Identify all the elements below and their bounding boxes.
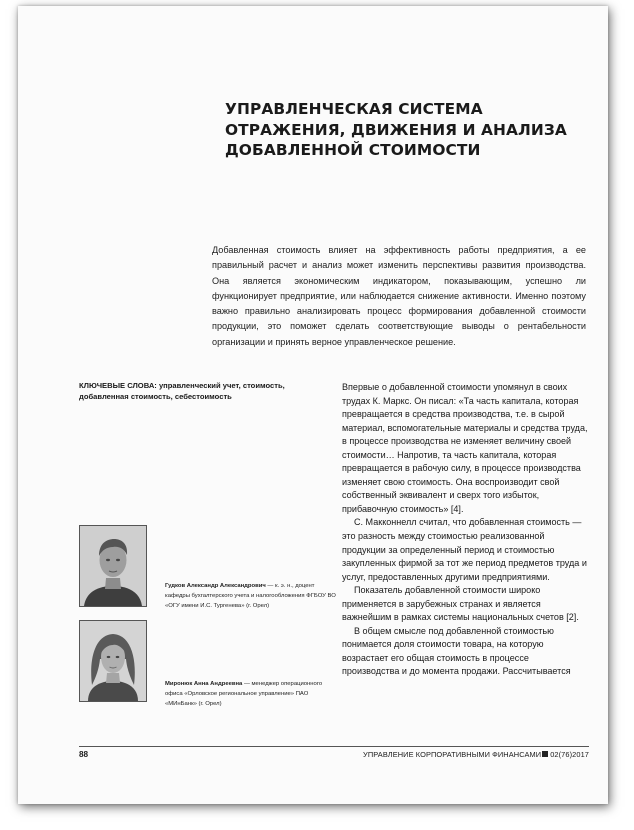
author-name: Гудков Александр Александрович (165, 583, 266, 589)
page-number: 88 (79, 750, 89, 759)
square-bullet-icon (542, 751, 548, 757)
author-block (79, 620, 339, 708)
article-abstract: Добавленная стоимость влияет на эффективность работы предприятия, а ее правильный расчет и анализ может изменить перспективы развития производства. Она является экономическим индикатором, показывающим, успешно ли функционирует предприятие, или наблюдается снижение активности. Именно поэтому важно правильно анализировать процесс формирования добавленной стоимости продукции, это поможет сделать соответствующие выводы о рентабельности организации и принять верное управленческое решение. (212, 245, 586, 347)
article-body (342, 381, 588, 679)
keywords: КЛЮЧЕВЫЕ СЛОВА: управленческий учет, стоимость, добавленная стоимость, себестоимость (79, 381, 285, 402)
author-description (165, 581, 337, 611)
footer-divider (79, 746, 589, 747)
author-details: — менеджер операционного офиса «Орловское региональное управление» ПАО «МИнБанк» (г. Орел) (165, 681, 323, 708)
article-title: УПРАВЛЕНЧЕСКАЯ СИСТЕМА ОТРАЖЕНИЯ, ДВИЖЕНИЯ И АНАЛИЗА ДОБАВЛЕННОЙ СТОИМОСТИ (225, 100, 567, 159)
author-photo (79, 525, 147, 607)
author-photo (79, 620, 147, 702)
journal-issue: 02(76)2017 (550, 750, 589, 759)
body-paragraph: С. Макконнелл считал, что добавленная стоимость — это разность между стоимостью реализованной продукции за определенный период и стоимостью закупленных фирмой за тот же период предметов труда и услуг, предоставленных другими предприятиями. (342, 517, 587, 582)
journal-page (18, 6, 608, 804)
journal-name: УПРАВЛЕНИЕ КОРПОРАТИВНЫМИ ФИНАНСАМИ (363, 750, 542, 759)
body-paragraph: Впервые о добавленной стоимости упомянул в своих трудах К. Маркс. Он писал: «Та часть капитала, которая превращается в средства производства, т.е. в сырой материал, вспомогательные материалы и средства труда, в процессе производства не изменяет величину своей стоимости… Напротив, та часть капитала, которая превращается в рабочую силу, в процессе производства изменяет свою стоимость. Она воспроизводит свой собственный эквивалент и сверх того избыток, прибавочную стоимость» [4]. (342, 382, 588, 514)
body-paragraph: Показатель добавленной стоимости широко применяется в зарубежных странах и является важнейшим в рамках системы национальных счетов [2]. (342, 585, 579, 623)
author-details: — к. э. н., доцент кафедры бухгалтерского учета и налогообложения ФГБОУ ВО «ОГУ имени И.С. Тургенева» (г. Орел) (165, 583, 336, 610)
author-block (79, 525, 339, 610)
author-description (165, 679, 337, 709)
journal-footer (363, 750, 589, 759)
body-paragraph: В общем смысле под добавленной стоимостью понимается доля стоимости товара, на которую возрастает его общая стоимость в процессе производства и до момента продажи. Рассчитывается (342, 625, 571, 677)
author-name: Миронюк Анна Андреевна (165, 681, 243, 687)
